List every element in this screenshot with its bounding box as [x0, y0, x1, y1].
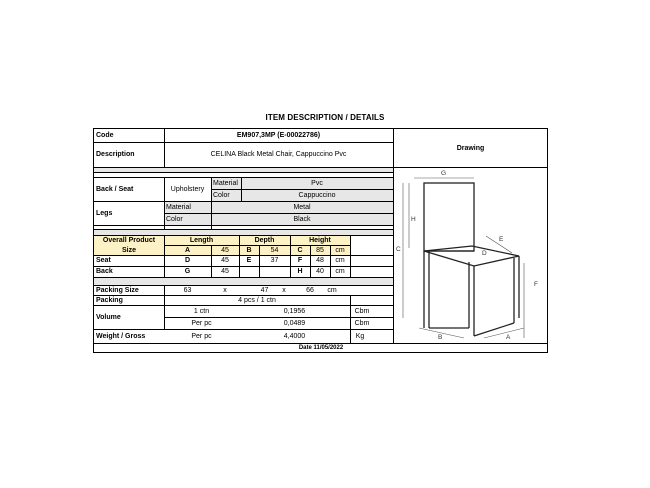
- back-length-value: 45: [221, 268, 229, 275]
- packing-x-2: x: [282, 286, 286, 294]
- back-seat-label: Back / Seat: [96, 185, 134, 193]
- chair-outline: [424, 183, 519, 336]
- overall-height-value: 85: [316, 246, 324, 254]
- height-header: Height: [309, 236, 331, 244]
- drawing-letter-b: B: [438, 334, 443, 341]
- code-label: Code: [96, 132, 114, 139]
- legs-material-label: Material: [166, 203, 191, 211]
- seat-label: Seat: [96, 257, 111, 264]
- overall-depth-value: 54: [270, 246, 279, 254]
- seat-height-value: 48: [316, 257, 324, 264]
- upholstery-label: Upholstery: [170, 185, 205, 193]
- weight-pc-label: Per pc: [191, 332, 212, 340]
- packing-length: 63: [183, 286, 192, 294]
- packing-label: Packing: [96, 296, 123, 304]
- seat-length-key: D: [184, 257, 191, 264]
- volume-pc-label: Per pc: [191, 319, 212, 327]
- back-height-value: 40: [316, 268, 324, 275]
- packing-x-1: x: [223, 286, 227, 294]
- depth-header: Depth: [254, 236, 275, 244]
- drawing-letter-a: A: [506, 334, 511, 341]
- description-label: Description: [96, 151, 135, 158]
- volume-pc-value: 0,0489: [283, 319, 306, 327]
- upholstery-material-label: Material: [213, 179, 238, 187]
- length-header: Length: [189, 236, 214, 244]
- packing-height: 66: [306, 286, 314, 294]
- seat-length-value: 45: [221, 257, 229, 264]
- back-height-key: H: [297, 268, 303, 275]
- date-text: Date 11/05/2022: [298, 345, 344, 351]
- overall-length-key: A: [184, 246, 191, 254]
- page-title: ITEM DESCRIPTION / DETAILS: [265, 113, 385, 122]
- upholstery-color-label: Color: [213, 191, 230, 199]
- description-value: CELINA Black Metal Chair, Cappuccino Pvc: [210, 151, 347, 158]
- volume-label: Volume: [96, 313, 121, 321]
- back-unit: cm: [335, 268, 345, 275]
- volume-ctn-label: 1 ctn: [193, 307, 210, 315]
- drawing-letter-d: D: [482, 250, 487, 257]
- packing-width: 47: [260, 286, 269, 294]
- legs-color-label: Color: [166, 215, 183, 223]
- separator-band: [94, 277, 393, 285]
- back-label: Back: [96, 268, 113, 275]
- drawing-letter-e: E: [499, 236, 504, 243]
- packing-size-label: Packing Size: [96, 286, 139, 294]
- legs-color-value: Black: [293, 215, 311, 223]
- packing-unit: cm: [327, 286, 337, 294]
- dimension-line-a: [484, 328, 524, 338]
- upholstery-material-value: Pvc: [311, 179, 323, 187]
- volume-ctn-unit: Cbm: [354, 307, 370, 315]
- code-value: EM907,3MP (E-00022786): [236, 132, 321, 139]
- seat-depth-value: 37: [270, 257, 279, 264]
- size-header-2: Size: [121, 246, 136, 254]
- seat-depth-key: E: [246, 257, 252, 264]
- upholstery-color-value: Cappuccino: [298, 191, 336, 199]
- drawing-letter-c: C: [396, 246, 401, 253]
- drawing-letter-f: F: [534, 281, 538, 288]
- weight-unit: Kg: [355, 332, 365, 340]
- drawing-letter-g: G: [441, 170, 447, 177]
- packing-value: 4 pcs / 1 ctn: [238, 296, 276, 304]
- drawing-letter-h: H: [411, 216, 416, 223]
- overall-length-value: 45: [221, 246, 229, 254]
- weight-label: Weight / Gross: [96, 332, 146, 340]
- seat-unit: cm: [335, 257, 345, 264]
- overall-unit: cm: [335, 246, 345, 254]
- weight-value: 4,4000: [283, 332, 306, 340]
- back-length-key: G: [184, 268, 191, 275]
- size-header-1: Overall Product: [102, 236, 156, 244]
- volume-pc-unit: Cbm: [354, 319, 370, 327]
- legs-label: Legs: [96, 209, 113, 217]
- chair-drawing: [394, 158, 548, 344]
- legs-material-value: Metal: [293, 203, 311, 211]
- seat-height-key: F: [297, 257, 303, 264]
- overall-height-key: C: [297, 246, 303, 254]
- drawing-label: Drawing: [456, 144, 485, 152]
- overall-depth-key: B: [246, 246, 252, 254]
- volume-ctn-value: 0,1956: [283, 307, 306, 315]
